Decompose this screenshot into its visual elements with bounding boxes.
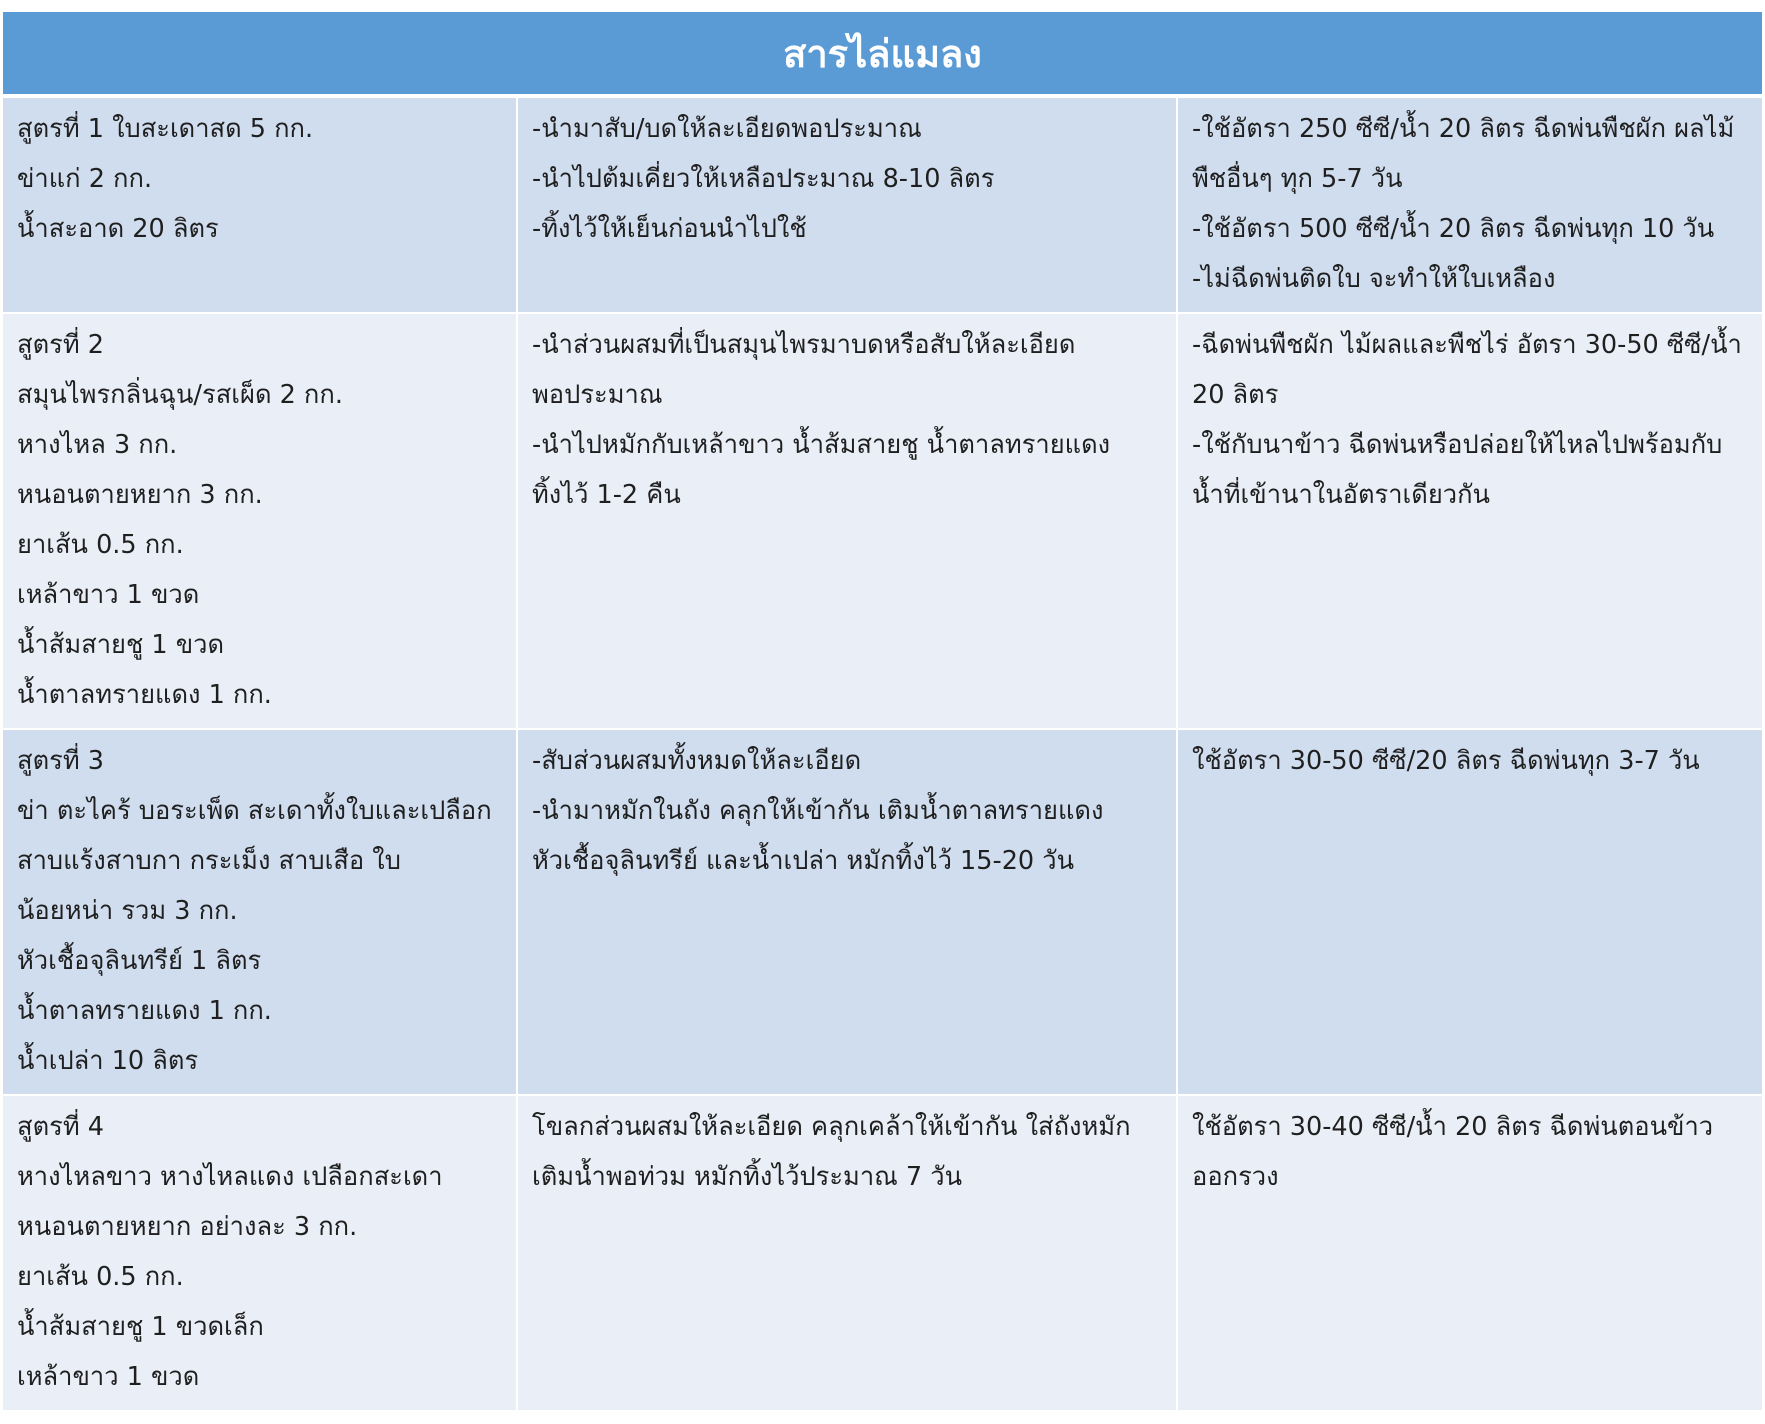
ingredient-line: สูตรที่ 1 ใบสะเดาสด 5 กก. [17, 114, 314, 144]
method-cell [518, 314, 1178, 728]
usage-line: น้ำที่เข้านาในอัตราเดียวกัน [1192, 480, 1490, 510]
ingredient-line: เหล้าขาว 1 ขวด [17, 580, 200, 610]
usage-cell [1178, 314, 1762, 728]
usage-line: ใช้อัตรา 30-50 ซีซี/20 ลิตร ฉีดพ่นทุก 3-7 วัน [1192, 746, 1700, 776]
usage-line: -ฉีดพ่นพืชผัก ไม้ผลและพืชไร่ อัตรา 30-50 ซีซี/น้ำ [1192, 330, 1742, 360]
usage-cell [1178, 730, 1762, 1094]
table-row [3, 730, 1762, 1096]
method-line: -นำมาสับ/บดให้ละเอียดพอประมาณ [532, 114, 922, 144]
ingredient-line: น้อยหน่า รวม 3 กก. [17, 896, 238, 926]
ingredient-line: หัวเชื้อจุลินทรีย์ 1 ลิตร [17, 946, 262, 976]
ingredient-line: ยาเส้น 0.5 กก. [17, 1262, 184, 1292]
ingredient-line: เหล้าขาว 1 ขวด [17, 1362, 200, 1392]
method-line: -นำส่วนผสมที่เป็นสมุนไพรมาบดหรือสับให้ละเอียด [532, 330, 1076, 360]
ingredient-line: สูตรที่ 2 [17, 330, 104, 360]
table-title: สารไล่แมลง [3, 12, 1762, 98]
method-line: -ทิ้งไว้ให้เย็นก่อนนำไปใช้ [532, 214, 807, 244]
method-line: พอประมาณ [532, 380, 663, 410]
ingredient-line: หางไหลขาว หางไหลแดง เปลือกสะเดา [17, 1162, 443, 1192]
ingredient-line: สูตรที่ 4 [17, 1112, 104, 1142]
usage-cell [1178, 98, 1762, 312]
table-row [3, 98, 1762, 314]
method-cell [518, 98, 1178, 312]
ingredient-line: น้ำตาลทรายแดง 1 กก. [17, 996, 272, 1026]
ingredient-line: น้ำสะอาด 20 ลิตร [17, 214, 219, 244]
ingredients-cell [3, 1096, 518, 1410]
method-line: -นำไปต้มเคี่ยวให้เหลือประมาณ 8-10 ลิตร [532, 164, 995, 194]
ingredient-line: ยาเส้น 0.5 กก. [17, 530, 184, 560]
ingredient-line: น้ำส้มสายชู 1 ขวดเล็ก [17, 1312, 264, 1342]
method-line: -นำมาหมักในถัง คลุกให้เข้ากัน เติมน้ำตาลทรายแดง [532, 796, 1104, 826]
ingredient-line: สูตรที่ 3 [17, 746, 104, 776]
ingredient-line: ข่า ตะไคร้ บอระเพ็ด สะเดาทั้งใบและเปลือก [17, 796, 492, 826]
method-cell [518, 1096, 1178, 1410]
usage-line: พืชอื่นๆ ทุก 5-7 วัน [1192, 164, 1403, 194]
method-line: -นำไปหมักกับเหล้าขาว น้ำส้มสายชู น้ำตาลทรายแดง [532, 430, 1111, 460]
ingredient-line: น้ำตาลทรายแดง 1 กก. [17, 680, 272, 710]
ingredient-line: น้ำเปล่า 10 ลิตร [17, 1046, 199, 1076]
ingredient-line: หนอนตายหยาก 3 กก. [17, 480, 263, 510]
usage-line: -ใช้อัตรา 250 ซีซี/น้ำ 20 ลิตร ฉีดพ่นพืชผัก ผลไม้ [1192, 114, 1735, 144]
usage-line: ออกรวง [1192, 1162, 1279, 1192]
usage-line: -ไม่ฉีดพ่นติดใบ จะทำให้ใบเหลือง [1192, 264, 1556, 294]
ingredients-cell [3, 98, 518, 312]
usage-line: -ใช้กับนาข้าว ฉีดพ่นหรือปล่อยให้ไหลไปพร้อมกับ [1192, 430, 1723, 460]
usage-cell [1178, 1096, 1762, 1410]
ingredients-cell [3, 730, 518, 1094]
method-line: เติมน้ำพอท่วม หมักทิ้งไว้ประมาณ 7 วัน [532, 1162, 963, 1192]
method-cell [518, 730, 1178, 1094]
ingredient-line: ข่าแก่ 2 กก. [17, 164, 153, 194]
table-row [3, 314, 1762, 730]
method-line: โขลกส่วนผสมให้ละเอียด คลุกเคล้าให้เข้ากัน ใส่ถังหมัก [532, 1112, 1131, 1142]
recipe-table [3, 12, 1762, 1412]
ingredient-line: สาบแร้งสาบกา กระเม็ง สาบเสือ ใบ [17, 846, 401, 876]
ingredient-line: น้ำส้มสายชู 1 ขวด [17, 630, 225, 660]
ingredients-cell [3, 314, 518, 728]
method-line: หัวเชื้อจุลินทรีย์ และน้ำเปล่า หมักทิ้งไว้ 15-20 วัน [532, 846, 1074, 876]
ingredient-line: หางไหล 3 กก. [17, 430, 178, 460]
usage-line: -ใช้อัตรา 500 ซีซี/น้ำ 20 ลิตร ฉีดพ่นทุก 10 วัน [1192, 214, 1715, 244]
method-line: -สับส่วนผสมทั้งหมดให้ละเอียด [532, 746, 862, 776]
ingredient-line: หนอนตายหยาก อย่างละ 3 กก. [17, 1212, 358, 1242]
usage-line: 20 ลิตร [1192, 380, 1279, 410]
usage-line: ใช้อัตรา 30-40 ซีซี/น้ำ 20 ลิตร ฉีดพ่นตอนข้าว [1192, 1112, 1714, 1142]
table-row [3, 1096, 1762, 1412]
ingredient-line: สมุนไพรกลิ่นฉุน/รสเผ็ด 2 กก. [17, 380, 343, 410]
method-line: ทิ้งไว้ 1-2 คืน [532, 480, 681, 510]
